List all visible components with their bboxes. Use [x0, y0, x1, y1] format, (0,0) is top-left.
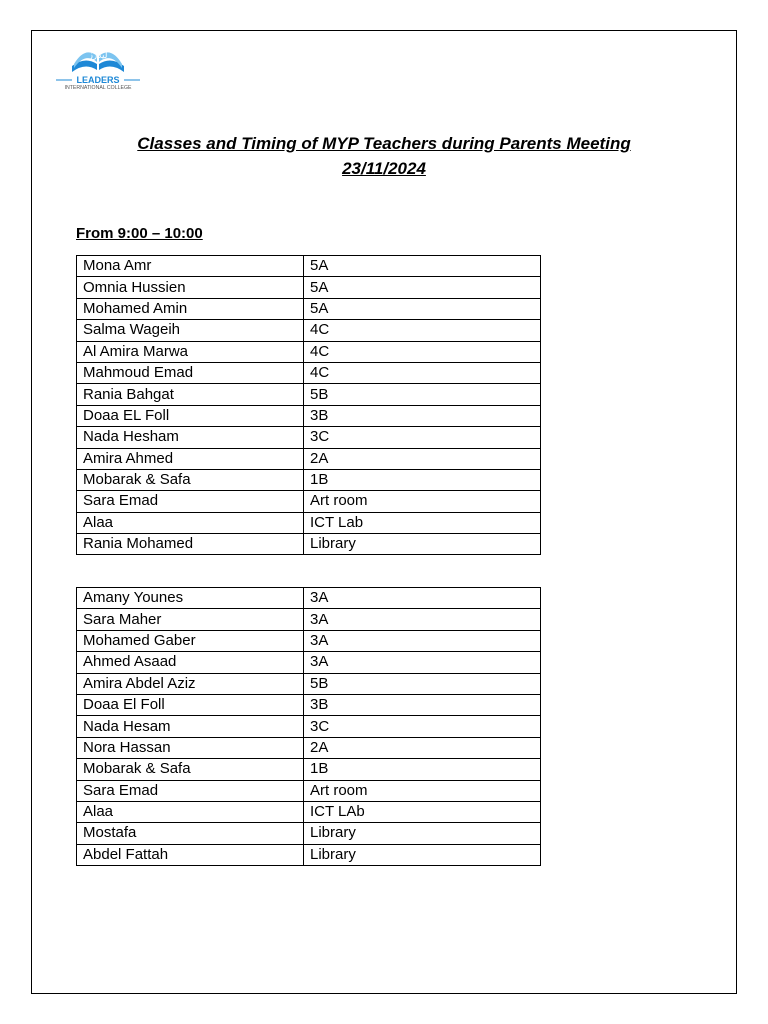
- teacher-name: Amany Younes: [77, 588, 304, 609]
- teacher-name: Alaa: [77, 512, 304, 533]
- table-row: [77, 320, 541, 341]
- table-row: [77, 673, 541, 694]
- class-room: Art room: [304, 491, 541, 512]
- table-row: [77, 469, 541, 490]
- teacher-name: Omnia Hussien: [77, 277, 304, 298]
- class-room: ICT LAb: [304, 801, 541, 822]
- table-row: [77, 588, 541, 609]
- table-row: [77, 256, 541, 277]
- table-row: [77, 384, 541, 405]
- class-room: 3A: [304, 630, 541, 651]
- teacher-name: Sara Emad: [77, 780, 304, 801]
- teacher-name: Mohamed Amin: [77, 298, 304, 319]
- logo-subtitle: INTERNATIONAL COLLEGE: [64, 85, 132, 90]
- table-row: [77, 341, 541, 362]
- class-room: 3C: [304, 427, 541, 448]
- class-room: Library: [304, 534, 541, 555]
- table-row: [77, 277, 541, 298]
- teacher-name: Sara Maher: [77, 609, 304, 630]
- class-room: 5A: [304, 256, 541, 277]
- class-room: 3A: [304, 588, 541, 609]
- table-row: [77, 448, 541, 469]
- class-room: 3C: [304, 716, 541, 737]
- teacher-name: Amira Abdel Aziz: [77, 673, 304, 694]
- teacher-name: Salma Wageih: [77, 320, 304, 341]
- class-room: 5A: [304, 298, 541, 319]
- table-row: [77, 801, 541, 822]
- class-room: 5B: [304, 673, 541, 694]
- table-row: [77, 362, 541, 383]
- document-title: Classes and Timing of MYP Teachers during Parents Meeting: [137, 134, 631, 153]
- teachers-table-2: [76, 587, 541, 866]
- teacher-name: Mostafa: [77, 823, 304, 844]
- teacher-name: Ahmed Asaad: [77, 652, 304, 673]
- school-logo: [52, 40, 144, 90]
- teacher-name: Mobarak & Safa: [77, 759, 304, 780]
- table-row: [77, 844, 541, 865]
- table-row: [77, 823, 541, 844]
- class-room: 4C: [304, 341, 541, 362]
- teacher-name: Abdel Fattah: [77, 844, 304, 865]
- teacher-name: Doaa EL Foll: [77, 405, 304, 426]
- table-row: [77, 405, 541, 426]
- table-row: [77, 737, 541, 758]
- teacher-name: Amira Ahmed: [77, 448, 304, 469]
- table-row: [77, 694, 541, 715]
- teacher-name: Sara Emad: [77, 491, 304, 512]
- class-room: 2A: [304, 448, 541, 469]
- class-room: 4C: [304, 320, 541, 341]
- class-room: 4C: [304, 362, 541, 383]
- teacher-name: Nada Hesam: [77, 716, 304, 737]
- class-room: 3A: [304, 652, 541, 673]
- table-row: [77, 298, 541, 319]
- table-row: [77, 716, 541, 737]
- time-slot-heading: From 9:00 – 10:00: [76, 225, 203, 242]
- teacher-name: Al Amira Marwa: [77, 341, 304, 362]
- teacher-name: Mahmoud Emad: [77, 362, 304, 383]
- class-room: 3B: [304, 405, 541, 426]
- document-date: 23/11/2024: [342, 159, 426, 178]
- teacher-name: Doaa El Foll: [77, 694, 304, 715]
- class-room: ICT Lab: [304, 512, 541, 533]
- class-room: Library: [304, 823, 541, 844]
- teacher-name: Rania Mohamed: [77, 534, 304, 555]
- class-room: 3A: [304, 609, 541, 630]
- teacher-name: Mohamed Gaber: [77, 630, 304, 651]
- table-row: [77, 780, 541, 801]
- teacher-name: Nora Hassan: [77, 737, 304, 758]
- table-row: [77, 534, 541, 555]
- table-row: [77, 427, 541, 448]
- class-room: 5A: [304, 277, 541, 298]
- teacher-name: Mobarak & Safa: [77, 469, 304, 490]
- class-room: 3B: [304, 694, 541, 715]
- book-logo-icon: [52, 40, 144, 90]
- teacher-name: Rania Bahgat: [77, 384, 304, 405]
- table-row: [77, 630, 541, 651]
- class-room: 1B: [304, 759, 541, 780]
- logo-arabic-text: لیدرز: [88, 51, 108, 61]
- class-room: 1B: [304, 469, 541, 490]
- class-room: 2A: [304, 737, 541, 758]
- teacher-name: Alaa: [77, 801, 304, 822]
- table-row: [77, 512, 541, 533]
- table-row: [77, 491, 541, 512]
- table-row: [77, 609, 541, 630]
- teacher-name: Mona Amr: [77, 256, 304, 277]
- class-room: Library: [304, 844, 541, 865]
- class-room: 5B: [304, 384, 541, 405]
- class-room: Art room: [304, 780, 541, 801]
- table-row: [77, 652, 541, 673]
- logo-name: LEADERS: [76, 75, 120, 85]
- teachers-table-1: [76, 255, 541, 555]
- table-row: [77, 759, 541, 780]
- teacher-name: Nada Hesham: [77, 427, 304, 448]
